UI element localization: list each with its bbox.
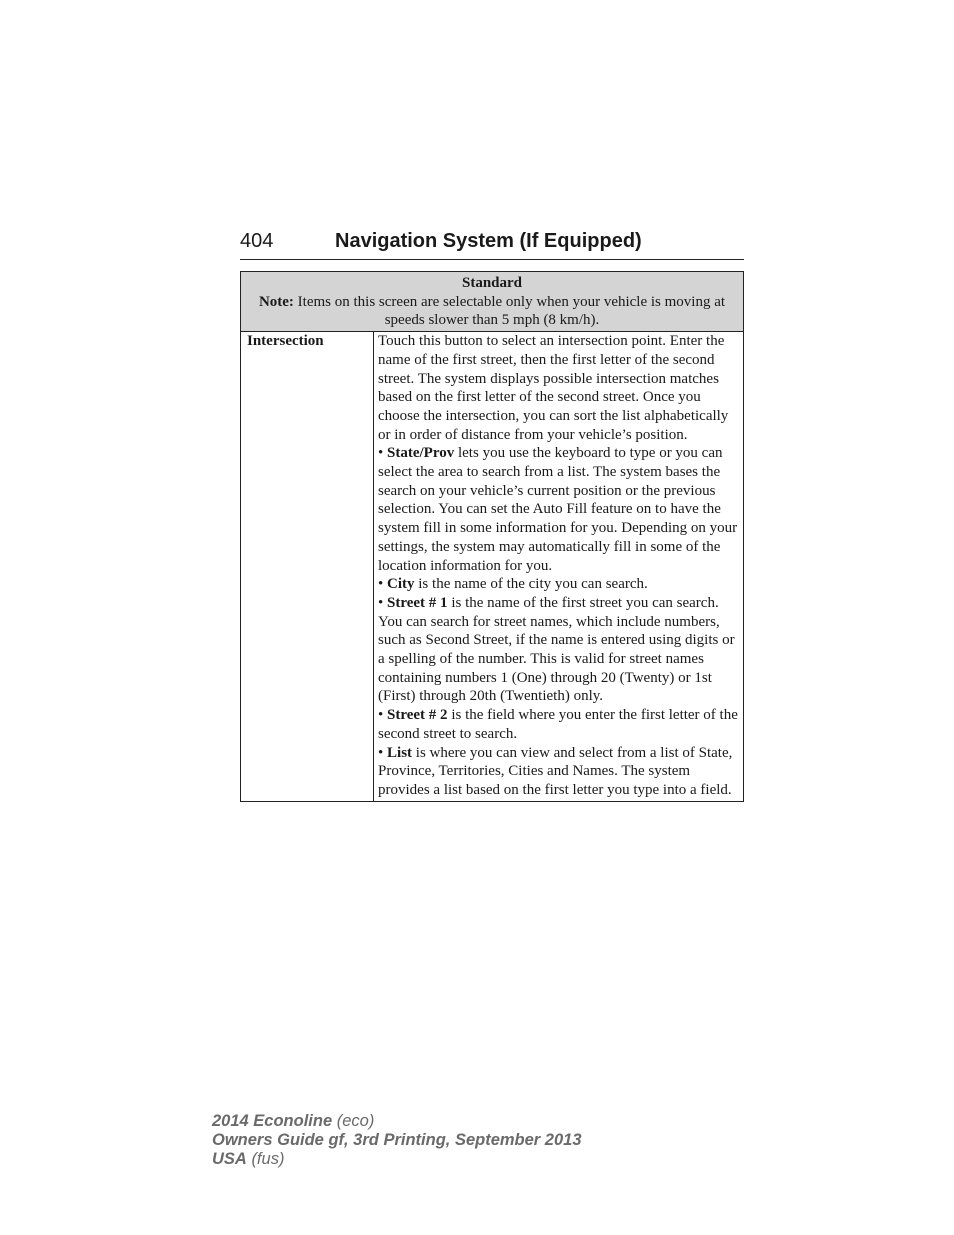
bullet-icon: • [378,707,384,724]
item-text: is where you can view and select from a list of State, Province, Territories, Cities and Names. The system provides a list based on the first letter you type into a field. [378,744,733,798]
row-description [374,332,744,802]
page-number: 404 [240,230,274,252]
section-title: Navigation System (If Equipped) [335,230,642,252]
table-note [249,293,735,330]
footer-model: 2014 Econoline [212,1112,333,1130]
list-item [378,744,739,800]
item-text: is the field where you enter the first letter of the second street to search. [378,707,738,742]
list-item [378,594,739,706]
item-text: is the name of the city you can search. [418,576,648,593]
intro-paragraph: Touch this button to select an intersection point. Enter the name of the first street, then the first letter of the second street. The system displays possible intersection matches based on the first letter of the second street. Once you choose the intersection, you can sort the list alphabetically or in order of distance from your vehicle’s position. [378,333,729,443]
footer-model-line [212,1112,582,1131]
table-header-row [241,272,744,332]
row-label: Intersection [241,332,374,802]
list-item [378,575,739,594]
item-text: lets you use the keyboard to type or you can select the area to search from a list. The system bases the search on your vehicle’s current position or the previous selection. You can set the Auto Fill feature on to have the system fill in some information for you. Depending on your settings, the system may automatically fill in some of the location information for you. [378,445,738,574]
footer-region: USA [212,1150,247,1168]
table-heading: Standard [461,275,523,291]
item-term: List [387,744,413,761]
item-term: City [387,576,415,593]
list-item [378,706,739,743]
bullet-icon: • [378,594,384,611]
list-item [378,444,739,575]
table-row [241,332,744,802]
bullet-icon: • [378,445,384,462]
item-term: State/Prov [387,445,455,462]
page-footer [212,1112,582,1169]
note-text: Items on this screen are selectable only when your vehicle is moving at speeds slower than 5 mph (8 km/h). [297,293,726,329]
bullet-icon: • [378,744,384,761]
features-table [240,271,744,802]
table-header-cell [241,272,744,332]
footer-region-line [212,1150,582,1169]
footer-region-code: (fus) [251,1150,285,1168]
footer-guide: Owners Guide gf, 3rd Printing, September 2013 [212,1131,582,1149]
bullet-icon: • [378,576,384,593]
item-term: Street # 1 [387,594,448,611]
note-label: Note: [258,293,294,310]
page-header [240,229,744,260]
item-term: Street # 2 [387,707,448,724]
item-text: is the name of the first street you can search. You can search for street names, which include numbers, such as Second Street, if the name is entered using digits or a spelling of the number. This is valid for street names containing numbers 1 (One) through 20 (Twenty) or 1st (First) through 20th (Twentieth) only. [378,594,735,705]
footer-model-code: (eco) [336,1112,375,1130]
